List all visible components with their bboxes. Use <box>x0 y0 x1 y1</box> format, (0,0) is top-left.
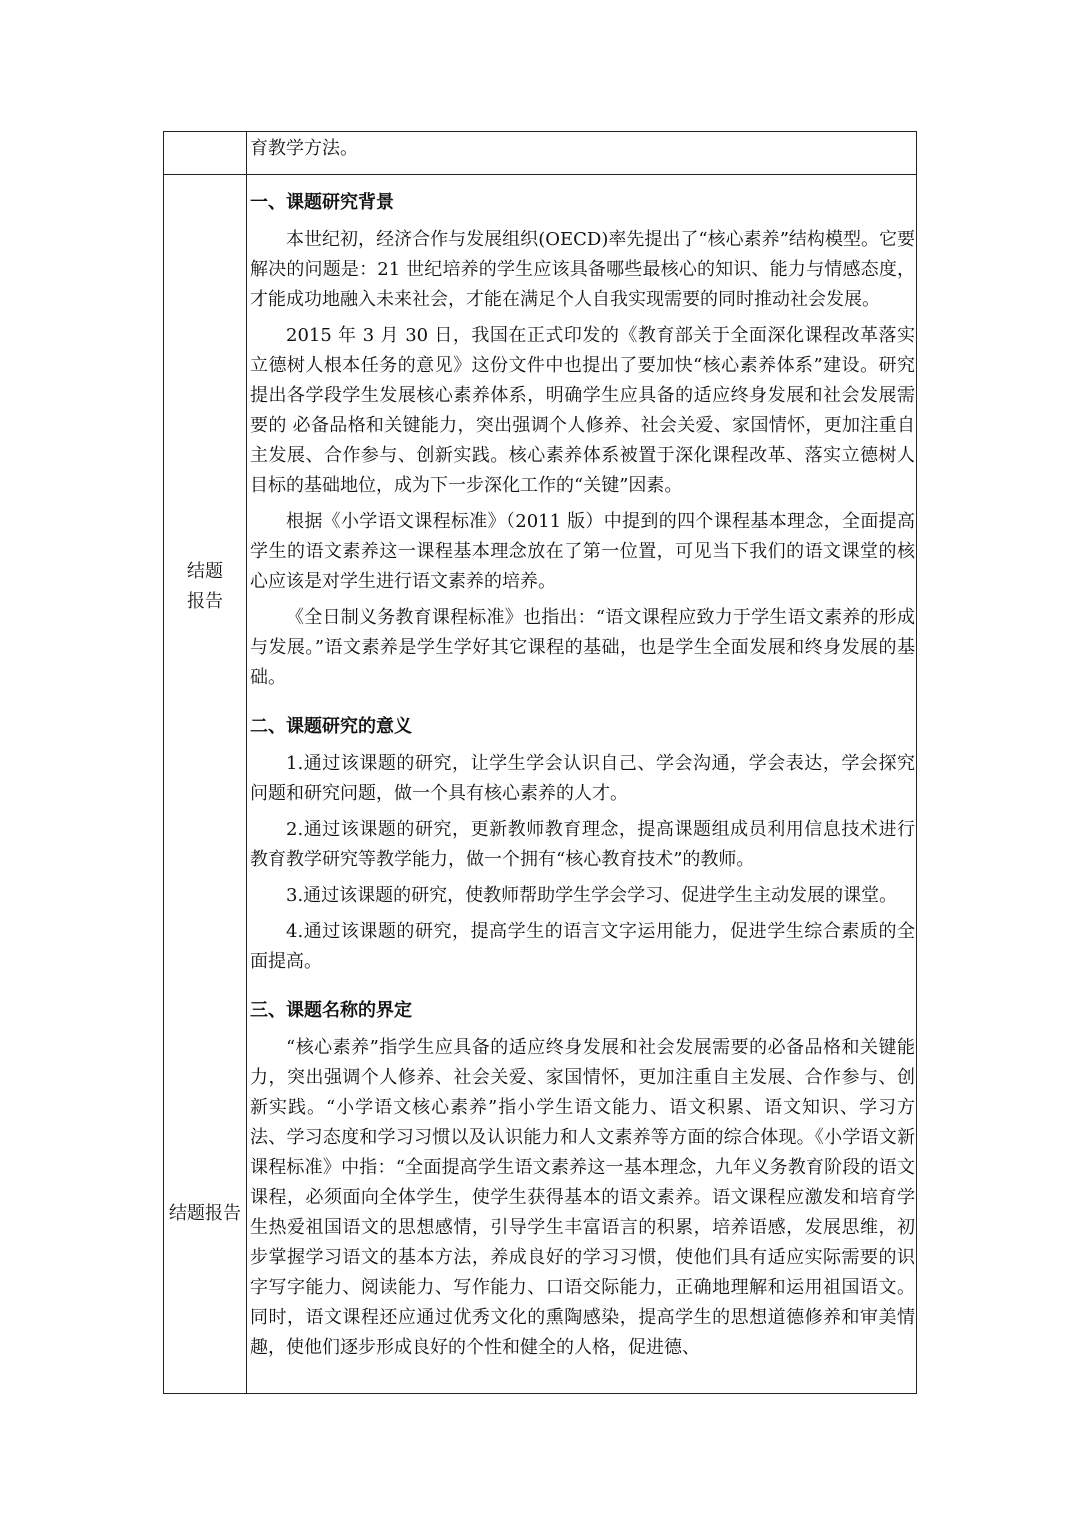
report-label-line-2: 报告 <box>187 591 223 612</box>
report-label-upper <box>164 557 246 617</box>
table-row <box>164 132 917 175</box>
paragraph: 3.通过该课题的研究，使教师帮助学生学会学习、促进学生主动发展的课堂。 <box>286 885 898 906</box>
report-label-line-1: 结题 <box>187 561 223 582</box>
section-2 <box>250 699 915 983</box>
table-row <box>164 175 917 1394</box>
paragraph: 根据《小学语文课程标准》（2011 版）中提到的四个课程基本理念，全面提高学生的语文素养这一课程基本理念放在了第一位置，可见当下我们的语文课堂的核心应该是对学生进行语文素养的培养。 <box>250 511 915 592</box>
report-label-lower: 结题报告 <box>169 1203 241 1224</box>
paragraph: 2.通过该课题的研究，更新教师教育理念，提高课题组成员利用信息技术进行教育教学研究等教学能力，做一个拥有“核心教育技术”的教师。 <box>250 819 915 870</box>
top-row-text: 育教学方法。 <box>250 138 358 159</box>
paragraph: 2015 年 3 月 30 日，我国在正式印发的《教育部关于全面深化课程改革落实立德树人根本任务的意见》这份文件中也提出了要加快“核心素养体系”建设。研究提出各学段学生发展核心素养体系，明确学生应具备的适应终身发展和社会发展需要的 必备品格和关键能力，突出强调个人修养、社会关爱、家国情怀，更加注重自主发展、合作参与、创新实践。核心素养体系被置于深化课程改革、落实立德树人目标的基础地位，成为下一步深化工作的“关键”因素。 <box>250 325 915 496</box>
section-heading: 二、课题研究的意义 <box>250 716 412 737</box>
section-3 <box>250 983 915 1369</box>
section-1 <box>250 175 915 699</box>
paragraph: 本世纪初，经济合作与发展组织(OECD)率先提出了“核心素养”结构模型。它要解决的问题是：21 世纪培养的学生应该具备哪些最核心的知识、能力与情感态度，才能成功地融入未来社会，才能在满足个人自我实现需要的同时推动社会发展。 <box>250 229 915 310</box>
paragraph: 1.通过该课题的研究，让学生学会认识自己、学会沟通，学会表达，学会探究问题和研究问题，做一个具有核心素养的人才。 <box>250 753 915 804</box>
report-table <box>163 131 917 1394</box>
report-label-cell <box>164 175 247 1394</box>
top-row-content-cell <box>247 132 917 175</box>
paragraph: “核心素养”指学生应具备的适应终身发展和社会发展需要的必备品格和关键能力，突出强调个人修养、社会关爱、家国情怀，更加注重自主发展、合作参与、创新实践。“小学语文核心素养”指小学生语文能力、语文积累、语文知识、学习方法、学习态度和学习习惯以及认识能力和人文素养等方面的综合体现。《小学语文新课程标准》中指：“全面提高学生语文素养这一基本理念，九年义务教育阶段的语文课程，必须面向全体学生，使学生获得基本的语文素养。语文课程应激发和培育学生热爱祖国语文的思想感情，引导学生丰富语言的积累，培养语感，发展思维，初步掌握学习语文的基本方法，养成良好的学习习惯，使他们具有适应实际需要的识字写字能力、阅读能力、写作能力、口语交际能力，正确地理解和运用祖国语文。同时，语文课程还应通过优秀文化的熏陶感染，提高学生的思想道德修养和审美情趣，使他们逐步形成良好的个性和健全的人格，促进德、 <box>250 1037 915 1358</box>
paragraph: 《全日制义务教育课程标准》也指出：“语文课程应致力于学生语文素养的形成与发展。”语文素养是学生学好其它课程的基础，也是学生全面发展和终身发展的基础。 <box>250 607 915 688</box>
top-row-label-cell <box>164 132 247 175</box>
report-content-cell <box>247 175 917 1394</box>
section-heading: 一、课题研究背景 <box>250 192 394 213</box>
section-heading: 三、课题名称的界定 <box>250 1000 412 1021</box>
paragraph: 4.通过该课题的研究，提高学生的语言文字运用能力，促进学生综合素质的全面提高。 <box>250 921 915 972</box>
